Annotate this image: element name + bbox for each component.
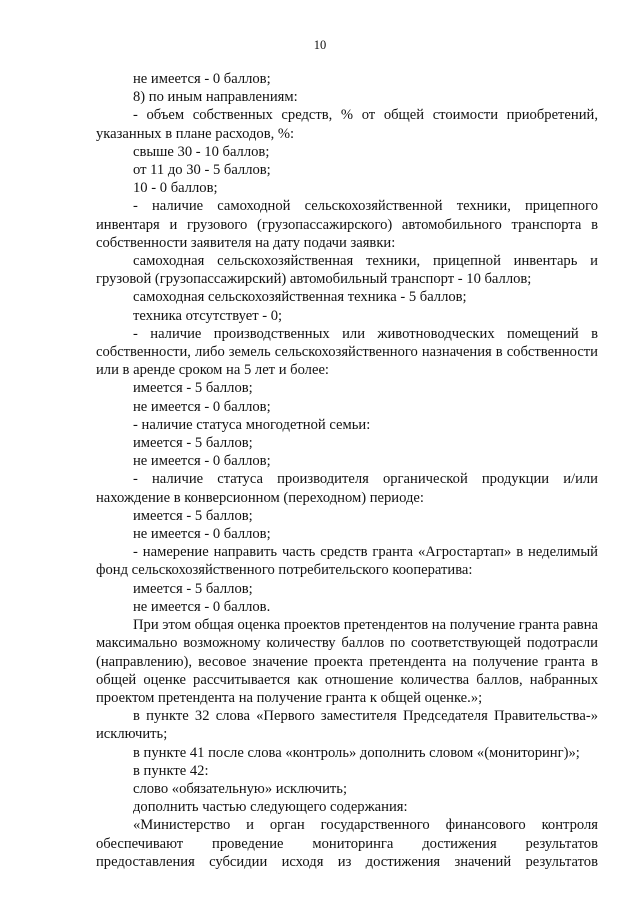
- paragraph: не имеется - 0 баллов;: [133, 71, 271, 87]
- paragraph: самоходная сельскохозяйственная техники, прицепной инвентарь и грузовой (грузопассажирский) автомобильный транспорт - 10 баллов;: [96, 253, 598, 288]
- paragraph: не имеется - 0 баллов;: [133, 526, 271, 543]
- paragraph: - наличие статуса многодетной семьи:: [133, 416, 371, 433]
- paragraph: не имеется - 0 баллов;: [133, 398, 271, 415]
- paragraph: слово «обязательную» исключить;: [133, 780, 348, 797]
- paragraph: от 11 до 30 - 5 баллов;: [133, 162, 271, 179]
- paragraph: - наличие самоходной сельскохозяйственной техники, прицепного инвентаря и грузового (грузопассажирского) автомобильного транспорта в собственности заявителя на дату подачи заявки:: [96, 198, 598, 251]
- paragraph: имеется - 5 баллов;: [133, 580, 253, 597]
- paragraph: самоходная сельскохозяйственная техника - 5 баллов;: [133, 289, 467, 306]
- paragraph: имеется - 5 баллов;: [133, 380, 253, 397]
- paragraph: - объем собственных средств, % от общей стоимости приобретений, указанных в плане расходов, %:: [96, 107, 598, 142]
- paragraph: При этом общая оценка проектов претендентов на получение гранта равна максимально возможному количеству баллов по соответствующей подотрасли (направлению), весовое значение проекта претендента на получение гранта в общей оценке рассчитывается как отношение количества баллов, набранных проектом претендента на получение гранта к общей оценке.»;: [96, 617, 598, 706]
- paragraph: дополнить частью следующего содержания:: [133, 799, 408, 816]
- paragraph: свыше 30 - 10 баллов;: [133, 143, 270, 160]
- paragraph: не имеется - 0 баллов.: [133, 598, 271, 615]
- paragraph: - наличие статуса производителя органической продукции и/или нахождение в конверсионном (переходном) периоде:: [96, 471, 598, 506]
- paragraph: в пункте 32 слова «Первого заместителя Председателя Правительства-» исключить;: [96, 708, 598, 743]
- paragraph: имеется - 5 баллов;: [133, 507, 253, 524]
- paragraph: 8) по иным направлениям:: [133, 89, 298, 106]
- paragraph: имеется - 5 баллов;: [133, 435, 253, 452]
- paragraph: «Министерство и орган государственного финансового контроля обеспечивают проведение мониторинга достижения результатов предоставления субсидии исходя из достижения значений результатов: [96, 817, 598, 870]
- paragraph: - наличие производственных или животноводческих помещений в собственности, либо земель сельскохозяйственного назначения в собственности или в аренде сроком на 5 лет и более:: [96, 325, 598, 379]
- paragraph: 10 - 0 баллов;: [133, 180, 218, 197]
- page-number: 10: [313, 38, 327, 52]
- paragraph: в пункте 41 после слова «контроль» дополнить словом «(мониторинг)»;: [133, 744, 580, 761]
- paragraph: - намерение направить часть средств гранта «Агростартап» в неделимый фонд сельскохозяйственного потребительского кооператива:: [96, 544, 598, 579]
- paragraph: в пункте 42:: [133, 762, 209, 779]
- paragraph: не имеется - 0 баллов;: [133, 453, 271, 470]
- document-body: [96, 70, 598, 871]
- paragraph: техника отсутствует - 0;: [133, 307, 283, 324]
